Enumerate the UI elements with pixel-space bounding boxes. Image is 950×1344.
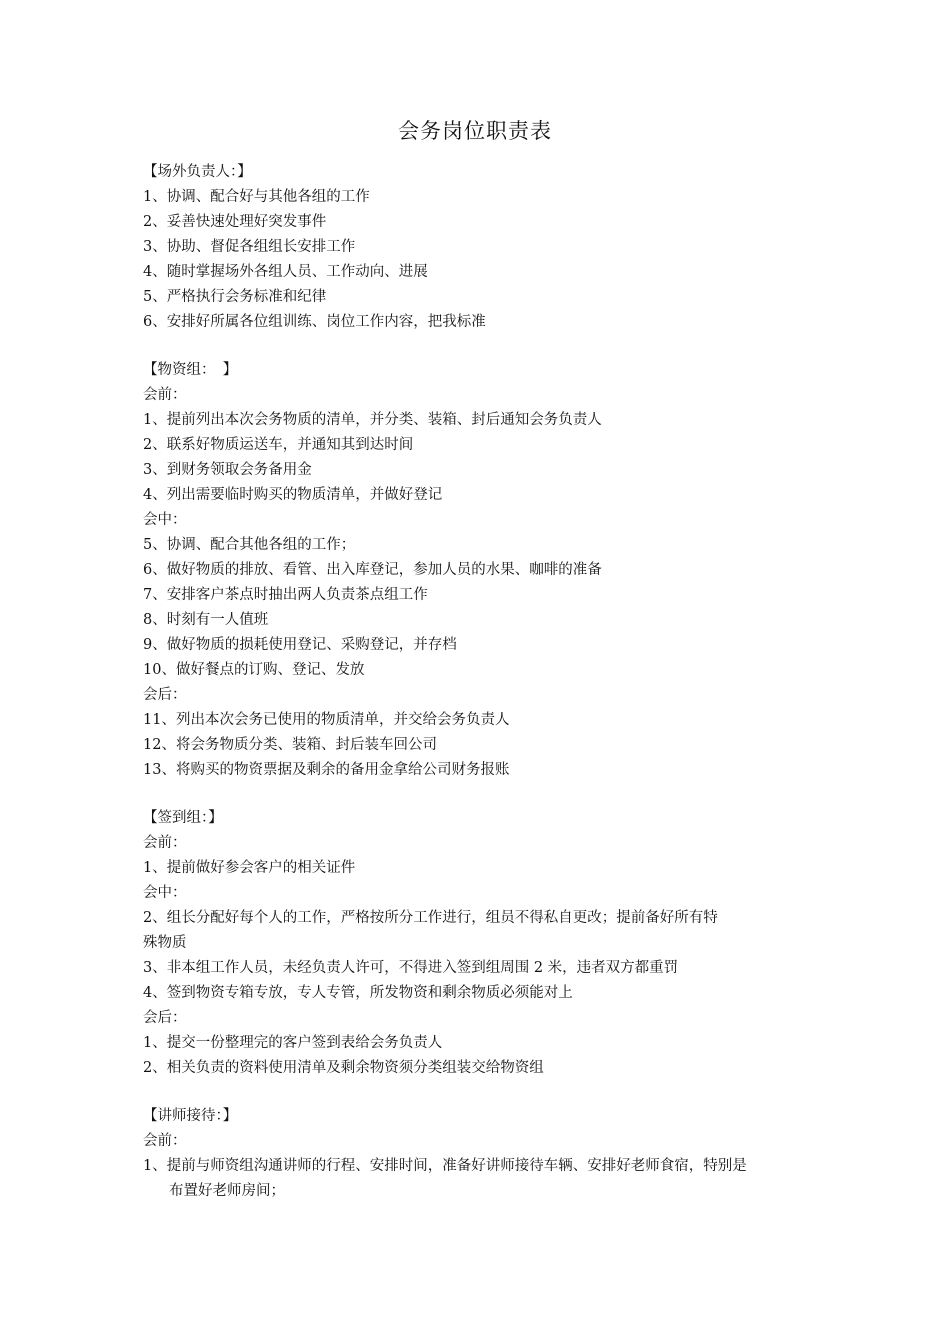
list-item: 13、将购买的物资票据及剩余的备用金拿给公司财务报账 [143, 762, 510, 778]
list-item: 4、签到物资专箱专放，专人专管，所发物资和剩余物质必须能对上 [143, 985, 573, 1001]
list-item: 5、严格执行会务标准和纪律 [143, 289, 327, 305]
section-spacer [143, 1081, 823, 1104]
list-item: 3、到财务领取会务备用金 [143, 462, 312, 478]
section-heading-signin-group: 【签到组：】 [143, 810, 223, 826]
list-item: 9、做好物质的损耗使用登记、采购登记，并存档 [143, 637, 457, 653]
list-item: 1、协调、配合好与其他各组的工作 [143, 189, 370, 205]
list-item: 3、非本组工作人员，未经负责人许可，不得进入签到组周围 2 米，违者双方都重罚 [143, 960, 679, 976]
section-heading-offsite-lead: 【场外负责人：】 [143, 164, 252, 180]
list-item-continuation: 殊物质 [143, 935, 187, 951]
section-heading-lecturer-reception: 【讲师接待：】 [143, 1108, 238, 1124]
list-item: 5、协调、配合其他各组的工作； [143, 537, 356, 553]
list-item: 1、提交一份整理完的客户签到表给会务负责人 [143, 1035, 443, 1051]
list-item: 4、列出需要临时购买的物质清单，并做好登记 [143, 487, 443, 503]
list-item: 6、安排好所属各位组训练、岗位工作内容，把我标准 [143, 314, 486, 330]
section-spacer [143, 335, 823, 358]
phase-label: 会中： [143, 512, 187, 528]
list-item: 10、做好餐点的订购、登记、发放 [143, 662, 365, 678]
document-title: 会务岗位职责表 [398, 119, 552, 143]
phase-label: 会前： [143, 835, 187, 851]
section-heading-materials-group: 【物资组： 】 [143, 362, 238, 378]
list-item: 1、提前列出本次会务物质的清单，并分类、装箱、封后通知会务负责人 [143, 412, 602, 428]
phase-label: 会前： [143, 1133, 187, 1149]
list-item: 3、协助、督促各组组长安排工作 [143, 239, 356, 255]
phase-label: 会后： [143, 1010, 187, 1026]
list-item: 2、妥善快速处理好突发事件 [143, 214, 327, 230]
list-item: 2、组长分配好每个人的工作，严格按所分工作进行，组员不得私自更改；提前备好所有特 [143, 910, 718, 926]
document-body [143, 160, 823, 1204]
list-item: 2、联系好物质运送车，并通知其到达时间 [143, 437, 414, 453]
phase-label: 会后： [143, 687, 187, 703]
list-item: 7、安排客户茶点时抽出两人负责茶点组工作 [143, 587, 428, 603]
list-item: 6、做好物质的排放、看管、出入库登记，参加人员的水果、咖啡的准备 [143, 562, 602, 578]
phase-label: 会前： [143, 387, 187, 403]
list-item: 2、相关负责的资料使用清单及剩余物资须分类组装交给物资组 [143, 1060, 544, 1076]
list-item-continuation: 布置好老师房间； [169, 1183, 285, 1199]
list-item: 1、提前做好参会客户的相关证件 [143, 860, 356, 876]
list-item: 12、将会务物质分类、装箱、封后装车回公司 [143, 737, 437, 753]
phase-label: 会中： [143, 885, 187, 901]
list-item: 1、提前与师资组沟通讲师的行程、安排时间，准备好讲师接待车辆、安排好老师食宿，特别是 [143, 1158, 747, 1174]
list-item: 4、随时掌握场外各组人员、工作动向、进展 [143, 264, 428, 280]
section-spacer [143, 783, 823, 806]
list-item: 11、列出本次会务已使用的物质清单，并交给会务负责人 [143, 712, 510, 728]
list-item: 8、时刻有一人值班 [143, 612, 269, 628]
